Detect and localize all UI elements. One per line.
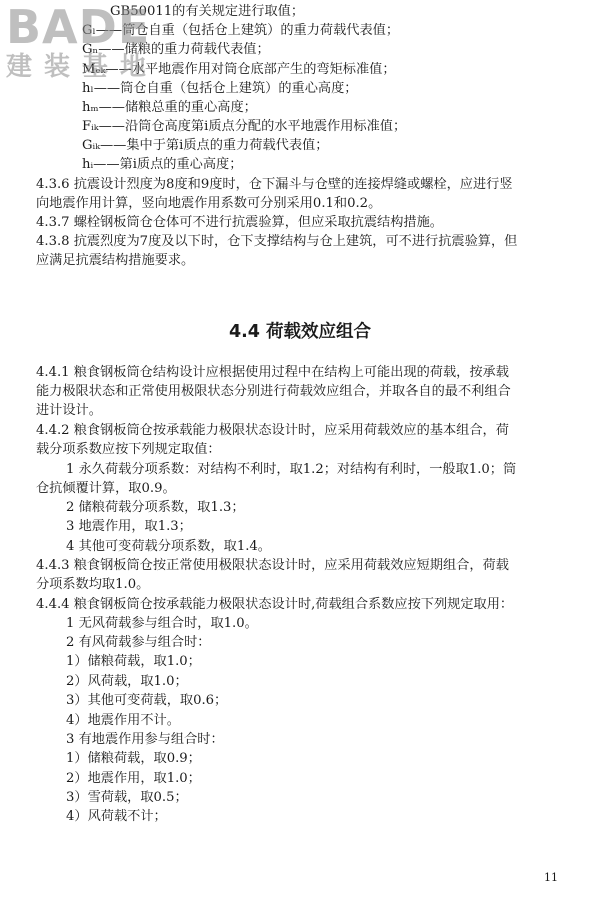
clause-line: 载分项系数应按下列规定取值： <box>36 442 221 457</box>
logo-brand: BADE <box>6 0 151 54</box>
clause-subitem: 3）其他可变荷载，取0.6； <box>66 693 228 708</box>
clause-line: 仓抗倾覆计算，取0.9。 <box>36 481 176 496</box>
definition-line: Fᵢₖ——沿筒仓高度第i质点分配的水平地震作用标准值； <box>82 119 407 134</box>
clause-line: 4.3.8 抗震烈度为7度及以下时，仓下支撑结构与仓上建筑，可不进行抗震验算，但 <box>36 234 518 249</box>
clause-item: 2 有风荷载参与组合时： <box>66 635 211 650</box>
clause-item: 4 其他可变荷载分项系数，取1.4。 <box>66 539 271 554</box>
clause-line: 4.4.4 粮食钢板筒仓按承载能力极限状态设计时,荷载组合系数应按下列规定取用： <box>36 597 514 612</box>
definition-line: hᵢ——第i质点的重心高度； <box>82 157 243 172</box>
clause-subitem: 4）地震作用不计。 <box>66 713 180 728</box>
clause-subitem: 1）储粮荷载，取1.0； <box>66 654 201 669</box>
definition-line: Gᵢₖ——集中于第i质点的重力荷载代表值； <box>82 138 329 153</box>
clause-item: 2 储粮荷载分项系数，取1.3； <box>66 500 245 515</box>
clause-line: 应满足抗震结构措施要求。 <box>36 253 195 268</box>
clause-subitem: 2）地震作用，取1.0； <box>66 771 201 786</box>
clause-subitem: 1）储粮荷载，取0.9； <box>66 751 201 766</box>
clause-line: 能力极限状态和正常使用极限状态分别进行荷载效应组合，并取各自的最不利组合 <box>36 384 511 399</box>
clause-line: 4.3.7 螺栓钢板筒仓仓体可不进行抗震验算，但应采取抗震结构措施。 <box>36 215 443 230</box>
definition-line: Gₙ——储粮的重力荷载代表值； <box>82 42 270 57</box>
clause-line: 4.4.2 粮食钢板筒仓按承载能力极限状态设计时，应采用荷载效应的基本组合，荷 <box>36 423 509 438</box>
logo-subtitle: 建装基地 <box>6 52 159 82</box>
clause-line: 4.3.6 抗震设计烈度为8度和9度时，仓下漏斗与仓壁的连接焊缝或螺栓，应进行竖 <box>36 177 513 192</box>
clause-subitem: 4）风荷载不计； <box>66 809 167 824</box>
definition-line: Gₗ——筒仓自重（包括仓上建筑）的重力荷载代表值； <box>82 23 400 38</box>
section-heading: 4.4 荷载效应组合 <box>228 322 372 342</box>
clause-item: 3 有地震作用参与组合时： <box>66 732 224 747</box>
clause-item: 3 地震作用，取1.3； <box>66 519 192 534</box>
clause-line: 分项系数均取1.0。 <box>36 577 150 592</box>
definition-line: GB50011的有关规定进行取值； <box>110 4 305 19</box>
definition-line: hₗ——筒仓自重（包括仓上建筑）的重心高度； <box>82 81 358 96</box>
clause-line: 4.4.1 粮食钢板筒仓结构设计应根据使用过程中在结构上可能出现的荷载，按承载 <box>36 365 509 380</box>
clause-subitem: 2）风荷载，取1.0； <box>66 674 188 689</box>
clause-item: 1 永久荷载分项系数：对结构不利时，取1.2；对结构有利时，一般取1.0；筒 <box>66 462 517 477</box>
clause-line: 4.4.3 粮食钢板筒仓按正常使用极限状态设计时，应采用荷载效应短期组合，荷载 <box>36 558 509 573</box>
definition-line: hₘ——储粮总重的重心高度； <box>82 100 257 115</box>
page-number: 11 <box>544 871 558 884</box>
clause-line: 进计设计。 <box>36 403 102 418</box>
clause-subitem: 3）雪荷载，取0.5； <box>66 790 188 805</box>
clause-item: 1 无风荷载参与组合时，取1.0。 <box>66 616 258 631</box>
definition-line: Mₑₖ——水平地震作用对筒仓底部产生的弯矩标准值； <box>82 62 396 77</box>
clause-line: 向地震作用计算，竖向地震作用系数可分别采用0.1和0.2。 <box>36 196 382 211</box>
